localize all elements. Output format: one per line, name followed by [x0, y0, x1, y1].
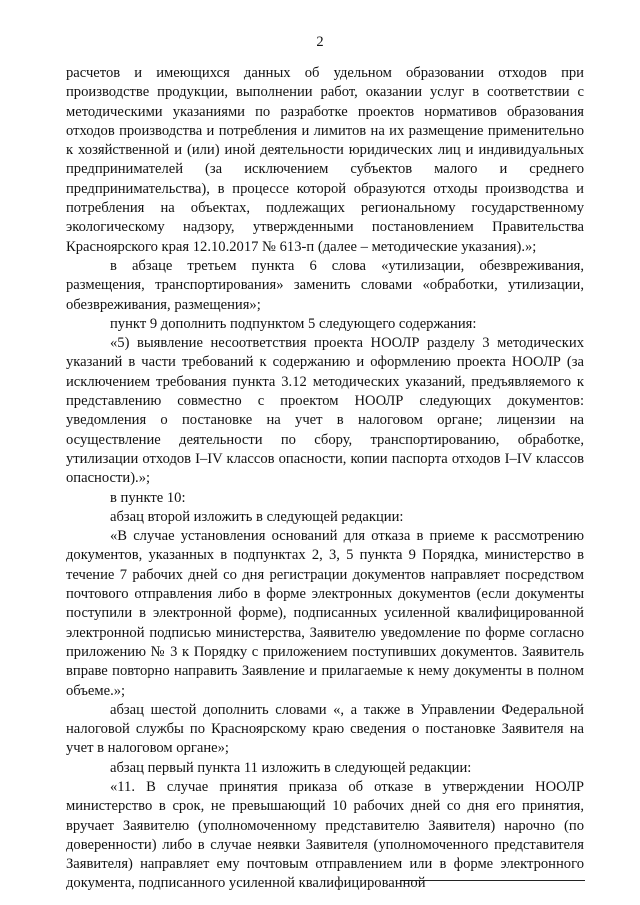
paragraph: абзац первый пункта 11 изложить в следующей редакции:	[110, 759, 472, 776]
paragraph: в абзаце третьем пункта 6 слова «утилизации, обезвреживания, размещения, транспортирования» заменить словами «обработки, утилизации, обезвреживания, размещения»;	[66, 257, 584, 313]
paragraph: «11. В случае принятия приказа об отказе в утверждении НООЛР министерство в срок, не превышающий 10 рабочих дней со дня его принятия, вручает Заявителю (уполномоченному представителю Заявителя) нарочно (по доверенности) либо в случае неявки Заявителя (уполномоченного представителя Заявителя) направляет ему почтовым отправлением или в форме электронного документа, подписанного усиленной квалифицированной	[66, 778, 584, 892]
page-number: 2	[316, 34, 324, 50]
paragraph: пункт 9 дополнить подпунктом 5 следующего содержания:	[110, 315, 477, 332]
paragraph: «5) выявление несоответствия проекта НООЛР разделу 3 методических указаний в части требований к содержанию и оформлению проекта НООЛР (за исключением требования пункта 3.12 методических указаний, предъявляемого к представлению совместно с проектом НООЛР следующих документов: уведомления о постановке на учет в налоговом органе; лицензии на осуществление деятельности по сбору, транспортированию, обработке, утилизации отходов I–IV классов опасности, копии паспорта отходов I–IV классов опасности).»;	[66, 335, 584, 487]
paragraph: абзац второй изложить в следующей редакции:	[110, 508, 404, 525]
footer-rule	[400, 880, 585, 881]
paragraph: в пункте 10:	[110, 489, 186, 506]
paragraph: абзац шестой дополнить словами «, а также в Управлении Федеральной налоговой службы по Красноярскому краю сведения о постановке Заявителя на учет в налоговом органе»;	[66, 701, 584, 757]
paragraph: «В случае установления оснований для отказа в приеме к рассмотрению документов, указанных в подпунктах 2, 3, 5 пункта 9 Порядка, министерство в течение 7 рабочих дней со дня регистрации документов направляет посредством почтового отправления либо в форме электронных документов (если документы поступили в электронной форме), подписанных усиленной квалифицированной электронной подписью министерства, Заявителю уведомление по форме согласно приложению № 3 к Порядку с приложением поступивших документов. Заявитель вправе повторно направить Заявление и прилагаемые к нему документы в полном объеме.»;	[66, 528, 584, 699]
paragraph: расчетов и имеющихся данных об удельном образовании отходов при производстве продукции, выполнении работ, оказании услуг в соответствии с методическими указаниями по разработке проектов нормативов образования отходов производства и потребления и лимитов на их размещение применительно к хозяйственной и (или) иной деятельности юридических лиц и индивидуальных предпринимателей (за исключением субъектов малого и среднего предпринимательства), в процессе которой образуются отходы производства и потребления на объектах, подлежащих региональному государственному экологическому надзору, утвержденными постановлением Правительства Красноярского края 12.10.2017 № 613-п (далее – методические указания).»;	[66, 65, 584, 255]
document-body	[66, 64, 584, 894]
